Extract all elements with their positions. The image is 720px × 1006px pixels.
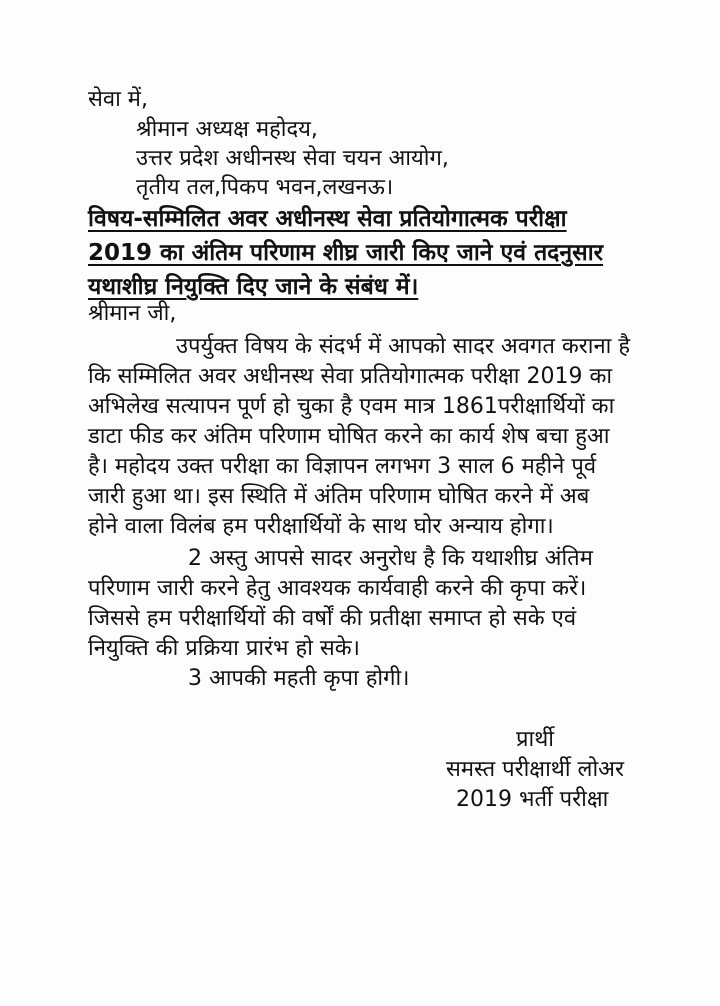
paragraph2-line-3: जिससे हम परीक्षार्थियों की वर्षों की प्रतीक्षा समाप्त हो सके एवं [88,606,577,631]
subject-line-3: यथाशीघ्र नियुक्ति दिए जाने के संबंध में। [88,274,419,300]
paragraph1-line-6: जारी हुआ था। इस स्थिति में अंतिम परिणाम घोषित करने में अब [88,484,590,509]
signature-line-2: समस्त परीक्षार्थी लोअर [446,757,624,782]
greeting: श्रीमान जी, [88,301,177,326]
paragraph1-line-4: डाटा फीड कर अंतिम परिणाम घोषित करने का कार्य शेष बचा हुआ [88,424,610,449]
paragraph2-line-2: परिणाम जारी करने हेतु आवश्यक कार्यवाही करने की कृपा करें। [88,576,587,601]
paragraph3: 3 आपकी महती कृपा होगी। [188,666,410,691]
paragraph1-line-1: उपर्युक्त विषय के संदर्भ में आपको सादर अवगत कराना है [176,334,631,359]
address-line-3: तृतीय तल,पिकप भवन,लखनऊ। [136,175,394,200]
signature-line-3: 2019 भर्ती परीक्षा [456,787,609,812]
subject-line-1: विषय-सम्मिलित अवर अधीनस्थ सेवा प्रतियोगात्मक परीक्षा [88,206,567,232]
paragraph1-line-3: अभिलेख सत्यापन पूर्ण हो चुका है एवम मात्र 1861परीक्षार्थियों का [88,394,615,419]
paragraph1-line-2: कि सम्मिलित अवर अधीनस्थ सेवा प्रतियोगात्मक परीक्षा 2019 का [88,364,613,389]
paragraph2-line-1: 2 अस्तु आपसे सादर अनुरोध है कि यथाशीघ्र अंतिम [188,546,593,571]
subject-line-2: 2019 का अंतिम परिणाम शीघ्र जारी किए जाने एवं तदनुसार [88,240,604,266]
paragraph1-line-7: होने वाला विलंब हम परीक्षार्थियों के साथ घोर अन्याय होगा। [88,514,554,539]
signature-line-1: प्रार्थी [516,727,554,752]
address-line-2: उत्तर प्रदेश अधीनस्थ सेवा चयन आयोग, [136,146,449,171]
salutation-to: सेवा में, [88,87,148,112]
paragraph2-line-4: नियुक्ति की प्रक्रिया प्रारंभ हो सके। [88,636,360,661]
paragraph1-line-5: है। महोदय उक्त परीक्षा का विज्ञापन लगभग 3 साल 6 महीने पूर्व [88,454,597,479]
address-line-1: श्रीमान अध्यक्ष महोदय, [136,117,318,142]
